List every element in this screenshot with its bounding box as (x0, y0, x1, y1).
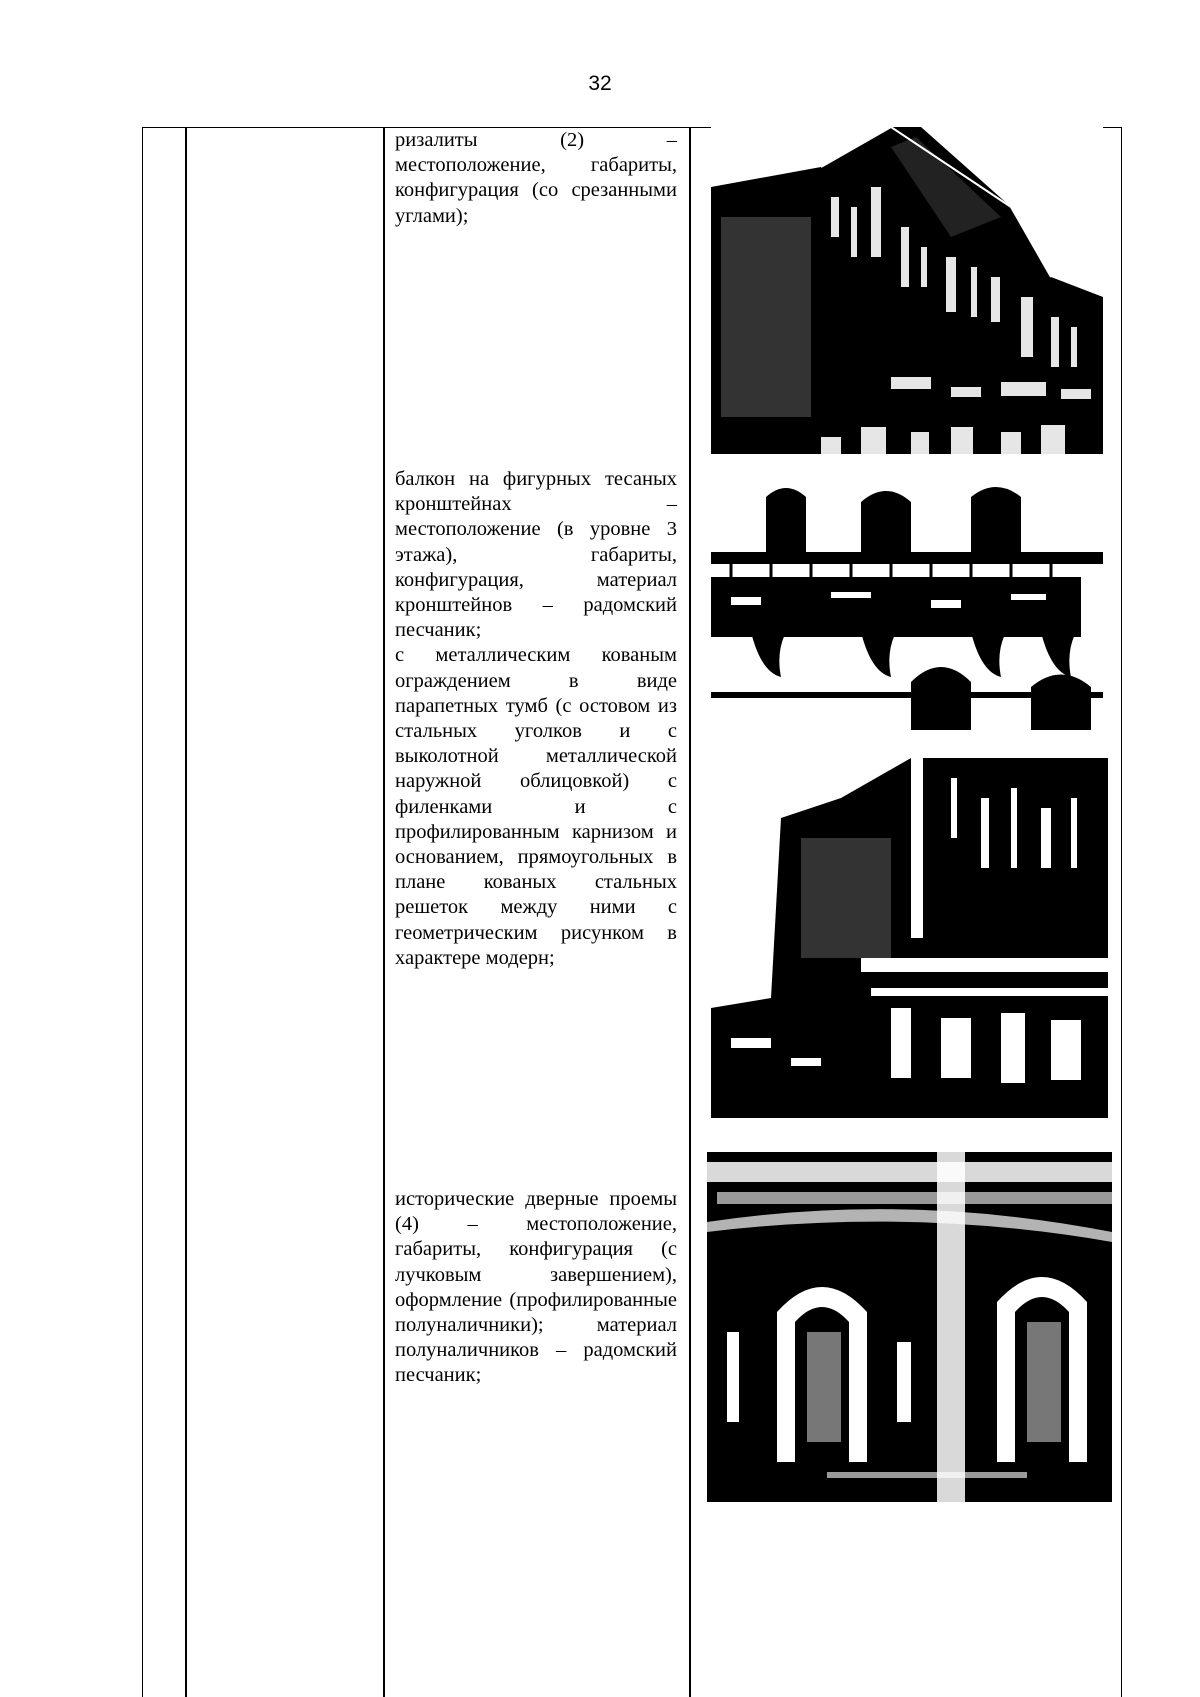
photo-risalits (711, 127, 1103, 454)
description-balcony (395, 467, 677, 971)
description-text: ризалиты (2) – местоположение, габариты, конфигурация (со срезанными углами); (395, 129, 677, 227)
description-text: исторические дверные проемы (4) – местоположение, габариты, конфигурация (с лучковым завершением), оформление (профилированные полуналичники); материал полуналичников – радомский песчаник; (395, 1188, 677, 1387)
description-doorways (395, 1187, 677, 1389)
column-divider-2 (383, 127, 385, 1697)
photo-balcony (711, 482, 1103, 730)
description-text: с металлическим кованым ограждением в виде парапетных тумб (с остовом из стальных уголков и с выколотной металлической наружной облицовкой) с филенками и с профилированным карнизом и основанием, прямоугольных в плане кованых стальных решеток между ними с геометрическим рисунком в характере модерн; (395, 644, 677, 969)
description-risalits (395, 128, 677, 229)
photo-doorways (707, 1152, 1112, 1502)
photo-balcony-detail (711, 758, 1108, 1118)
page-number: 32 (588, 72, 612, 95)
description-text: балкон на фигурных тесаных кронштейнах – местоположение (в уровне 3 этажа), габариты, конфигурация, материал кронштейнов – радомский песчаник; (395, 468, 677, 642)
column-divider-3 (689, 127, 691, 1697)
column-divider-1 (185, 127, 187, 1697)
